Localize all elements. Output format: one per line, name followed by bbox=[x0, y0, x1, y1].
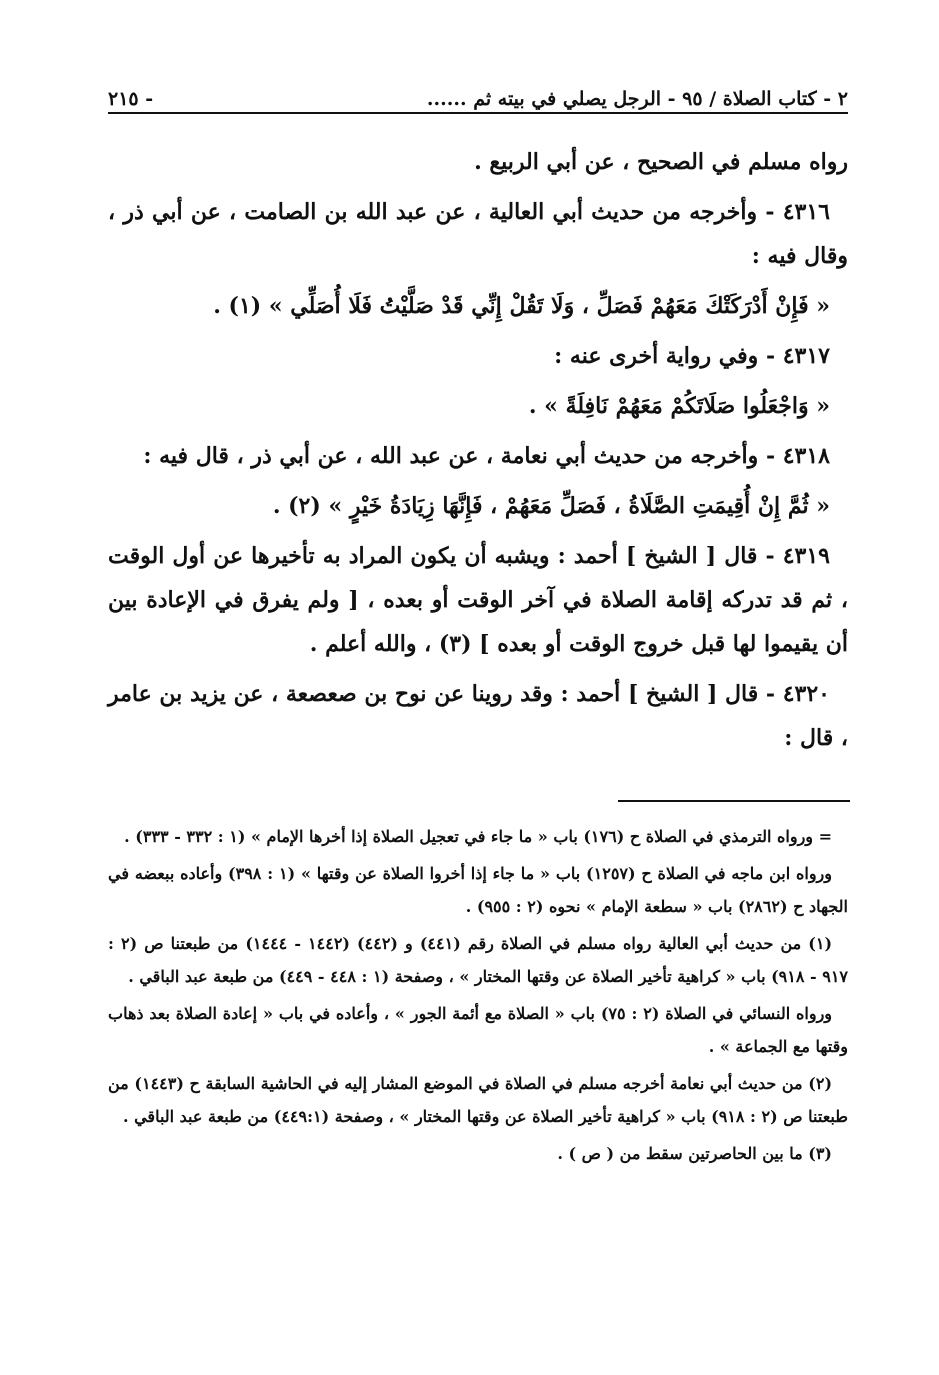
footnote-divider bbox=[618, 800, 850, 802]
footnote-continued-2: ورواه ابن ماجه في الصلاة ح (١٢٥٧) باب « ما جاء إذا أخروا الصلاة عن وقتها » (١ : ٣٩٨) وأعاده ببعضه في الجهاد ح (٢٨٦٢) باب « سطعة الإمام » نحوه (٢ : ٩٥٥) . bbox=[108, 864, 848, 916]
paragraph-4320: ٤٣٢٠ - قال [ الشيخ ] أحمد : وقد روينا عن نوح بن صعصعة ، عن يزيد بن عامر ، قال : bbox=[108, 681, 848, 751]
running-title: ٢ - كتاب الصلاة / ٩٥ - الرجل يصلي في بيته ثم ...... bbox=[426, 88, 848, 110]
paragraph-4316: ٤٣١٦ - وأخرجه من حديث أبي العالية ، عن عبد الله بن الصامت ، عن أبي ذر ، وقال فيه : bbox=[108, 199, 848, 269]
main-text bbox=[108, 140, 848, 766]
footnote-1: (١) من حديث أبي العالية رواه مسلم في الصلاة رقم (٤٤١) و (٤٤٢) (١٤٤٢ - ١٤٤٤) من طبعتنا ص (٢ : ٩١٧ - ٩١٨) باب « كراهية تأخير الصلاة عن وقتها المختار » ، وصفحة (١ : ٤٤٨ - ٤٤٩) من طبعة عبد الباقي . bbox=[108, 934, 848, 986]
hadith-quote-3: « ثُمَّ إِنْ أُقِيمَتِ الصَّلَاةُ ، فَصَلِّ مَعَهُمْ ، فَإِنَّهَا زِيَادَةُ خَيْرٍ » (٢) . bbox=[272, 493, 830, 519]
paragraph-4319: ٤٣١٩ - قال [ الشيخ ] أحمد : ويشبه أن يكون المراد به تأخيرها عن أول الوقت ، ثم قد تدركه إقامة الصلاة في آخر الوقت أو بعده ، [ ولم يفرق في الإعادة بين أن يقيموا لها قبل خروج الوقت أو بعده ] (٣) ، والله أعلم . bbox=[108, 543, 848, 657]
footnote-3: (٣) ما بين الحاصرتين سقط من ( ص ) . bbox=[557, 1144, 832, 1163]
paragraph-4317: ٤٣١٧ - وفي رواية أخرى عنه : bbox=[554, 343, 830, 369]
paragraph-1: رواه مسلم في الصحيح ، عن أبي الربيع . bbox=[474, 149, 848, 175]
footnote-continued-1: = ورواه الترمذي في الصلاة ح (١٧٦) باب « ما جاء في تعجيل الصلاة إذا أخرها الإمام » (١ : ٣٣٢ - ٣٣٣) . bbox=[124, 827, 832, 846]
footnote-1-continued: ورواه النسائي في الصلاة (٢ : ٧٥) باب « الصلاة مع أئمة الجور » ، وأعاده في باب « إعادة الصلاة بعد ذهاب وقتها مع الجماعة » . bbox=[108, 1004, 848, 1056]
page-number: - ٢١٥ bbox=[108, 88, 154, 110]
page-header bbox=[108, 82, 848, 114]
footnote-2: (٢) من حديث أبي نعامة أخرجه مسلم في الصلاة في الموضع المشار إليه في الحاشية السابقة ح (١٤٤٣) من طبعتنا ص (٢ : ٩١٨) باب « كراهية تأخير الصلاة عن وقتها المختار » ، وصفحة (٤٤٩:١) من طبعة عبد الباقي . bbox=[108, 1074, 848, 1126]
paragraph-4318: ٤٣١٨ - وأخرجه من حديث أبي نعامة ، عن عبد الله ، عن أبي ذر ، قال فيه : bbox=[143, 443, 830, 469]
hadith-quote-1: « فَإِنْ أَدْرَكَتْكَ مَعَهُمْ فَصَلِّ ، وَلَا تَقُلْ إِنِّي قَدْ صَلَّيْتُ فَلَا أُصَلِّي » (١) . bbox=[213, 293, 830, 319]
footnotes bbox=[108, 820, 848, 1174]
hadith-quote-2: « وَاجْعَلُوا صَلَاتَكُمْ مَعَهُمْ نَافِلَةً » . bbox=[528, 393, 830, 419]
